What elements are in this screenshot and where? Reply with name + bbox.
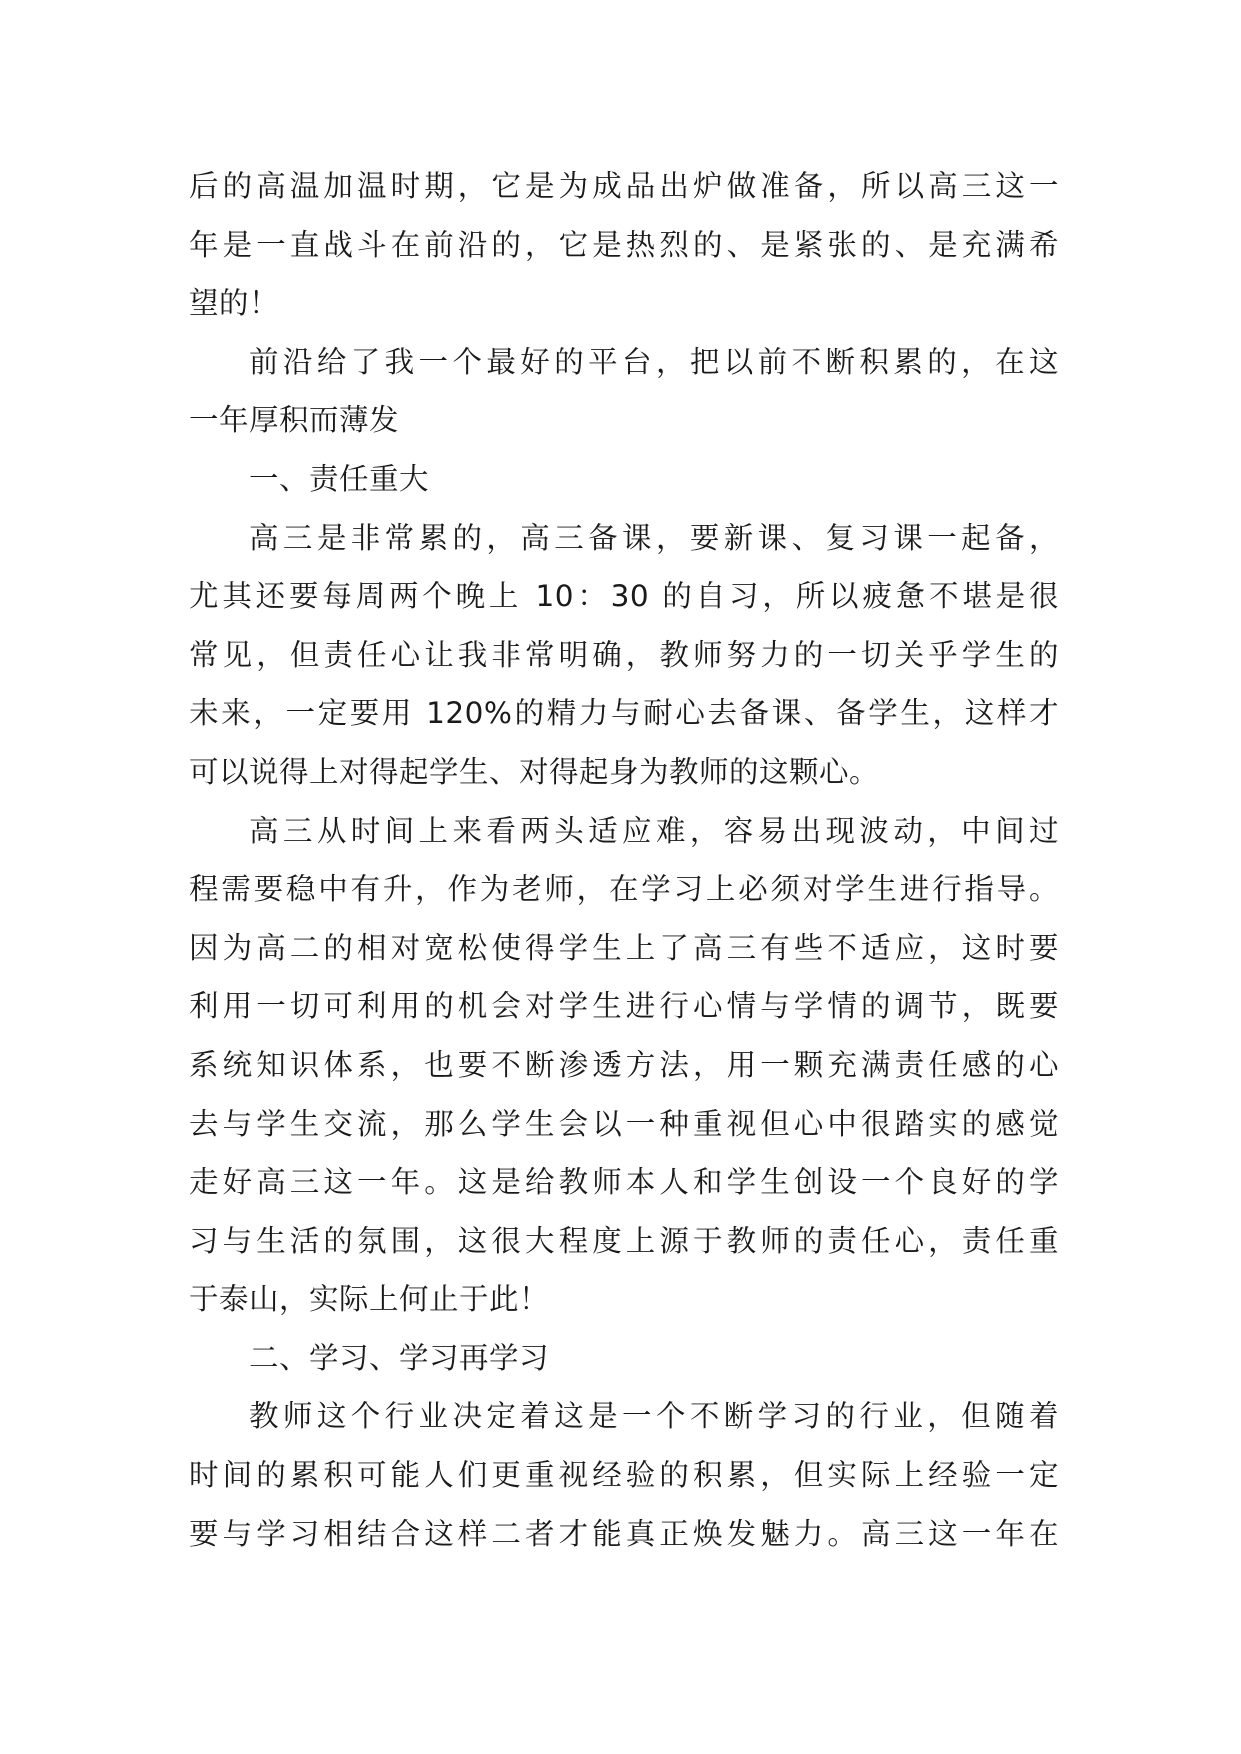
- text-line: 去与学生交流，那么学生会以一种重视但心中很踏实的感觉: [189, 1106, 1059, 1141]
- text-line: 走好高三这一年。这是给教师本人和学生创设一个良好的学: [189, 1165, 1059, 1200]
- paragraph-first-line: 高三从时间上来看两头适应难，容易出现波动，中间过: [249, 813, 1059, 848]
- paragraph-first-line: 教师这个行业决定着这是一个不断学习的行业，但随着: [249, 1399, 1059, 1434]
- text-line: 尤其还要每周两个晚上 10：30 的自习，所以疲惫不堪是很: [189, 579, 1059, 614]
- text-line: 未来，一定要用 120%的精力与耐心去备课、备学生，这样才: [189, 696, 1059, 731]
- text-line: 程需要稳中有升，作为老师，在学习上必须对学生进行指导。: [189, 872, 1059, 907]
- section-heading-responsibility: 一、责任重大: [249, 461, 430, 496]
- paragraph-first-line: 高三是非常累的，高三备课，要新课、复习课一起备，: [249, 520, 1059, 555]
- text-line: 后的高温加温时期，它是为成品出炉做准备，所以高三这一: [189, 169, 1059, 203]
- body-text: [189, 157, 1059, 1563]
- text-line: 时间的累积可能人们更重视经验的积累，但实际上经验一定: [189, 1458, 1059, 1493]
- text-line: 常见，但责任心让我非常明确，教师努力的一切关乎学生的: [189, 637, 1059, 672]
- section-heading-study: 二、学习、学习再学习: [249, 1340, 550, 1375]
- text-line: 于泰山，实际上何止于此！: [189, 1282, 550, 1317]
- text-line: 因为高二的相对宽松使得学生上了高三有些不适应，这时要: [189, 930, 1059, 965]
- text-line: 年是一直战斗在前沿的，它是热烈的、是紧张的、是充满希: [189, 227, 1059, 262]
- text-line: 一年厚积而薄发: [189, 403, 400, 438]
- text-line: 习与生活的氛围，这很大程度上源于教师的责任心，责任重: [189, 1223, 1059, 1258]
- text-line: 可以说得上对得起学生、对得起身为教师的这颗心。: [189, 754, 880, 789]
- text-line: 利用一切可利用的机会对学生进行心情与学情的调节，既要: [189, 989, 1059, 1024]
- paragraph-first-line: 前沿给了我一个最好的平台，把以前不断积累的，在这: [249, 344, 1059, 379]
- text-line: 系统知识体系，也要不断渗透方法，用一颗充满责任感的心: [189, 1047, 1059, 1082]
- text-line: 望的！: [189, 286, 280, 321]
- text-line: 要与学习相结合这样二者才能真正焕发魅力。高三这一年在: [189, 1516, 1059, 1551]
